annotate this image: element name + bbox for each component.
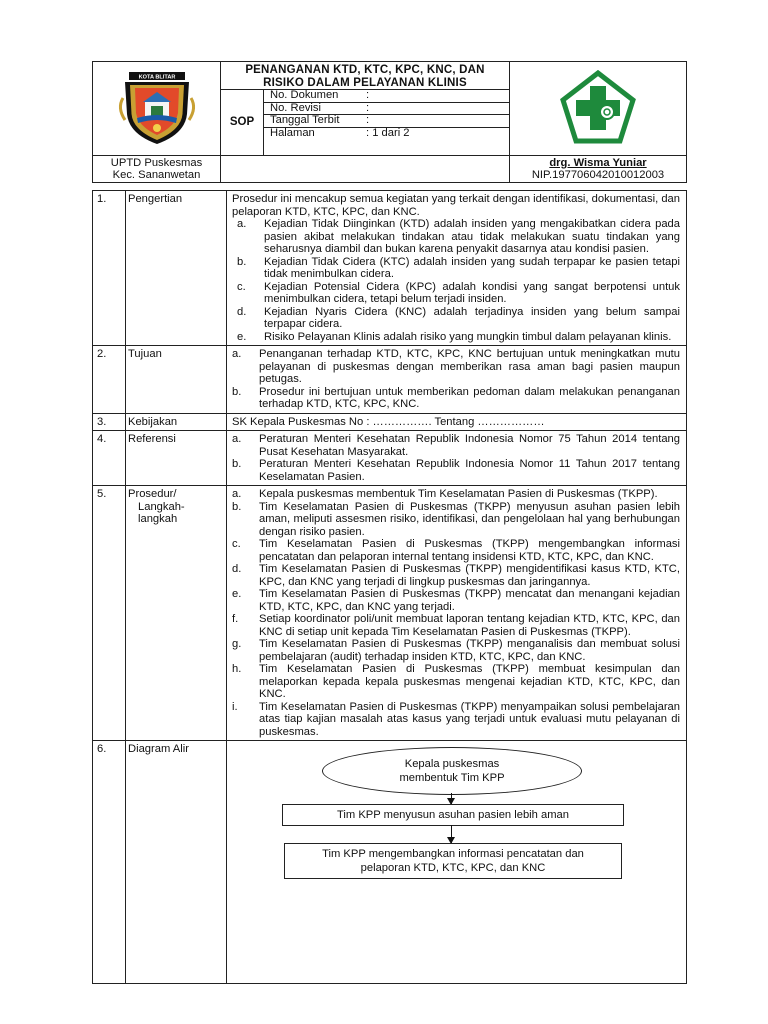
section-label: Prosedur/ Langkah- langkah xyxy=(126,486,227,741)
document-header xyxy=(92,61,687,183)
section-row xyxy=(93,191,687,346)
flowchart xyxy=(227,741,686,983)
list-item: b. Peraturan Menteri Kesehatan Republik Indonesia Nomor 11 Tahun 2017 tentang Keselamatan Pasien. xyxy=(232,458,680,483)
meta-label: Halaman xyxy=(264,127,360,139)
section-number: 2. xyxy=(93,346,126,414)
list-item: h. Tim Keselamatan Pasien di Puskesmas (TKPP) membuat kesimpulan dan melaporkan kepada kepala puskesmas mengenai kejadian KTD, KTC, KPC, dan KNC. xyxy=(232,663,680,700)
list-item: c. Tim Keselamatan Pasien di Puskesmas (TKPP) mengembangkan informasi pencatatan dan pelaporan internal tentang insidensi KTD, KTC, KPC, dan KNC. xyxy=(232,538,680,563)
section-label: Diagram Alir xyxy=(126,741,227,984)
section-content: SK Kepala Puskesmas No : ……………. Tentang ……………… xyxy=(227,413,687,431)
list-item: i. Tim Keselamatan Pasien di Puskesmas (TKPP) menyampaikan solusi pembelajaran atas tiap kajian masalah atas kasus yang terjadi untuk evaluasi mutu pelayanan di puskesmas. xyxy=(232,700,680,738)
list-item: d. Kejadian Nyaris Cidera (KNC) adalah terjadinya insiden yang belum sampai terpapar cidera. xyxy=(237,305,680,330)
section-label: Pengertian xyxy=(126,191,227,346)
section-row xyxy=(93,346,687,414)
meta-value: : xyxy=(366,89,370,101)
flow-arrow xyxy=(451,793,452,804)
meta-label: Tanggal Terbit xyxy=(264,115,360,128)
list-item: a. Peraturan Menteri Kesehatan Republik Indonesia Nomor 75 Tahun 2014 tentang Pusat Kesehatan Masyarakat. xyxy=(232,433,680,458)
logo-cell xyxy=(93,62,221,156)
meta-value: : xyxy=(360,102,509,115)
section-number: 6. xyxy=(93,741,126,984)
reference-list xyxy=(232,433,680,483)
list-item: b. Tim Keselamatan Pasien di Puskesmas (TKPP) menyusun asuhan pasien lebih aman, meliputi assesmen risiko, identifikasi, dan pengelolaan hal yang berhubungan dengan risiko pasien. xyxy=(232,500,680,538)
unit-line: UPTD Puskesmas xyxy=(110,156,203,169)
sop-content-table xyxy=(92,190,687,984)
section-content xyxy=(227,431,687,486)
list-item: b. Prosedur ini bertujuan untuk memberikan pedoman dalam melakukan penanganan terhadap KTD, KTC, KPC, KNC. xyxy=(232,385,680,410)
signature-block xyxy=(510,156,687,183)
list-item: e. Risiko Pelayanan Klinis adalah risiko yang mungkin timbul dalam pelayanan klinis. xyxy=(237,330,672,343)
meta-label: No. Dokumen xyxy=(270,89,339,101)
section-label: Kebijakan xyxy=(126,413,227,431)
meta-value: : 1 dari 2 xyxy=(360,127,509,139)
blank-cell xyxy=(221,156,510,183)
section-intro: Prosedur ini mencakup semua kegiatan yang terkait dengan identifikasi, dokumentasi, dan pelaporan KTD, KTC, KPC, dan KNC. xyxy=(232,193,680,218)
kota-blitar-emblem-icon xyxy=(115,68,199,146)
objective-list xyxy=(232,348,680,411)
section-content xyxy=(227,191,687,346)
list-item: a. Kejadian Tidak Diinginkan (KTD) adalah insiden yang mengakibatkan cidera pada pasien akibat melakukan tindakan atau tidak melakukan suatu tindakan yang seharusnya diambil dan bukan karena penyakit dasarnya atau kondisi pasien. xyxy=(237,218,680,255)
flow-step: Tim KPP menyusun asuhan pasien lebih aman xyxy=(282,804,624,826)
section-label: Referensi xyxy=(126,431,227,486)
document-meta xyxy=(264,90,510,156)
list-item: a. Penanganan terhadap KTD, KTC, KPC, KNC bertujuan untuk meningkatkan mutu pelayanan di puskesmas dengan memberikan rasa aman bagi pasien maupun petugas. xyxy=(232,348,680,385)
signer-nip: NIP.197706042010012003 xyxy=(531,169,665,181)
section-row xyxy=(93,431,687,486)
list-item: d. Tim Keselamatan Pasien di Puskesmas (TKPP) mengidentifikasi kasus KTD, KTC, KPC, dan KNC yang terjadi di lingkup puskesmas dan jaringannya. xyxy=(232,563,680,588)
flowchart-cell xyxy=(227,741,687,984)
definition-list xyxy=(232,218,680,343)
section-row xyxy=(93,486,687,741)
section-row xyxy=(93,741,687,984)
list-item: a. Kepala puskesmas membentuk Tim Keselamatan Pasien di Puskesmas (TKPP). xyxy=(232,488,658,500)
sop-label: SOP xyxy=(221,90,264,156)
list-item: g. Tim Keselamatan Pasien di Puskesmas (TKPP) menganalisis dan membuat solusi pembelajaran (audit) terhadap insiden KTD, KTC, KPC, dan KNC. xyxy=(232,638,680,663)
flow-arrow xyxy=(451,825,452,843)
section-number: 3. xyxy=(93,413,126,431)
section-number: 5. xyxy=(93,486,126,741)
puskesmas-cross-icon xyxy=(558,70,638,144)
logo-caption: KOTA BLITAR xyxy=(138,74,175,81)
section-content xyxy=(227,486,687,741)
section-label: Tujuan xyxy=(126,346,227,414)
meta-value: : xyxy=(360,115,509,128)
list-item: e. Tim Keselamatan Pasien di Puskesmas (TKPP) mencatat dan menangani kejadian KTD, KTC, KPC, dan KNC yang terjadi. xyxy=(232,588,680,613)
list-item: b. Kejadian Tidak Cidera (KTC) adalah insiden yang sudah terpapar ke pasien tetapi tidak menimbulkan cidera. xyxy=(237,255,680,280)
meta-label: No. Revisi xyxy=(264,102,360,115)
flow-step: Tim KPP mengembangkan informasi pencatatan dan pelaporan KTD, KTC, KPC, dan KNC xyxy=(284,843,622,879)
flow-step-start: Kepala puskesmas membentuk Tim KPP xyxy=(322,747,582,795)
unit-name xyxy=(93,156,221,183)
unit-line: Kec. Sananwetan xyxy=(112,169,201,181)
list-item: f. Setiap koordinator poli/unit membuat laporan tentang kejadian KTD, KTC, KPC, dan KNC di setiap unit kepada Tim Keselamatan Pasien di Puskesmas (TKPP). xyxy=(232,613,680,638)
section-row xyxy=(93,413,687,431)
section-number: 1. xyxy=(93,191,126,346)
section-content xyxy=(227,346,687,414)
section-number: 4. xyxy=(93,431,126,486)
signer-name: drg. Wisma Yuniar xyxy=(549,156,647,169)
document-title: PENANGANAN KTD, KTC, KPC, KNC, DAN RISIKO DALAM PELAYANAN KLINIS xyxy=(221,62,510,90)
procedure-list xyxy=(232,488,680,738)
list-item: c. Kejadian Potensial Cidera (KPC) adalah kondisi yang sangat berpotensi untuk menimbulkan cidera, tetapi belum terjadi insiden. xyxy=(237,280,680,305)
puskesmas-logo-cell xyxy=(510,62,687,156)
